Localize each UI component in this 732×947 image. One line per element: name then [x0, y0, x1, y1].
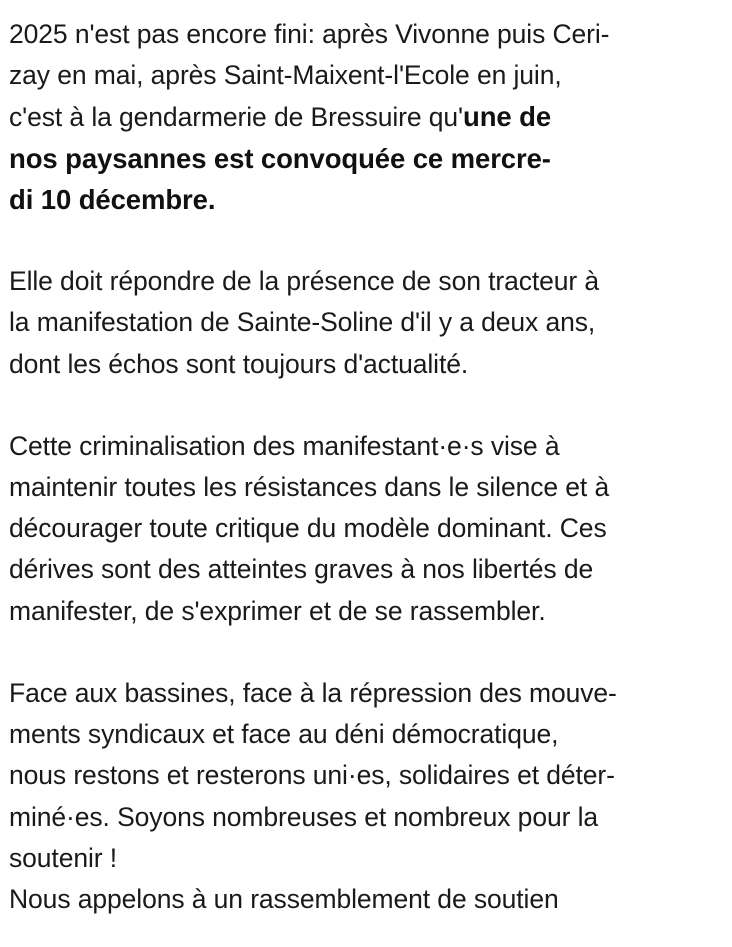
bold-text-segment: une de [463, 101, 552, 133]
text-segment: la manifestation de Sainte-Soline d'il y a deux ans, [9, 307, 596, 338]
text-segment: zay en mai, après Saint-Maixent-l'Ecole en juin, [9, 60, 562, 91]
text-line [9, 14, 727, 55]
text-line [9, 344, 727, 385]
text-line [9, 261, 727, 302]
text-line [9, 797, 727, 838]
text-line [9, 426, 727, 467]
text-segment: maintenir toutes les résistances dans le silence et à [9, 472, 610, 503]
text-segment: Cette criminalisation des manifestant·e·s vise à [9, 430, 560, 461]
text-segment: Face aux bassines, face à la répression des mouve- [9, 678, 617, 708]
paragraph-spacer [9, 632, 727, 673]
text-line [9, 838, 727, 879]
document-body [9, 14, 727, 920]
text-line [9, 508, 727, 549]
text-segment: Nous appelons à un rassemblement de soutien [9, 883, 559, 914]
text-line [9, 879, 727, 920]
bold-text-segment: nos paysannes est convoquée ce mercre- [9, 142, 551, 174]
paragraph-spacer [9, 385, 727, 426]
text-line [9, 549, 727, 590]
text-segment: soutenir ! [9, 842, 118, 873]
text-line [9, 55, 727, 96]
text-line [9, 673, 727, 714]
text-line [9, 755, 727, 796]
text-segment: 2025 n'est pas encore fini: après Vivonne puis Ceri- [9, 19, 610, 49]
text-segment: miné·es. Soyons nombreuses et nombreux pour la [9, 801, 599, 832]
text-line [9, 138, 727, 179]
text-segment: c'est à la gendarmerie de Bressuire qu' [9, 102, 464, 133]
text-segment: nous restons et resterons uni·es, solidaires et déter- [9, 760, 615, 791]
text-segment: dérives sont des atteintes graves à nos libertés de [9, 554, 594, 585]
text-line [9, 714, 727, 755]
text-segment: dont les échos sont toujours d'actualité. [9, 348, 469, 379]
text-line [9, 302, 727, 343]
text-line [9, 96, 727, 137]
bold-text-segment: di 10 décembre. [9, 183, 216, 215]
text-line [9, 179, 727, 220]
paragraph-spacer [9, 220, 727, 261]
text-line [9, 467, 727, 508]
paragraph-1 [9, 14, 727, 220]
text-segment: ments syndicaux et face au déni démocratique, [9, 719, 559, 750]
text-segment: manifester, de s'exprimer et de se rassembler. [9, 595, 546, 626]
paragraph-3 [9, 426, 727, 632]
paragraph-4 [9, 673, 727, 920]
paragraph-2 [9, 261, 727, 385]
text-line [9, 591, 727, 632]
text-segment: Elle doit répondre de la présence de son tracteur à [9, 266, 600, 297]
text-segment: décourager toute critique du modèle dominant. Ces [9, 513, 607, 544]
